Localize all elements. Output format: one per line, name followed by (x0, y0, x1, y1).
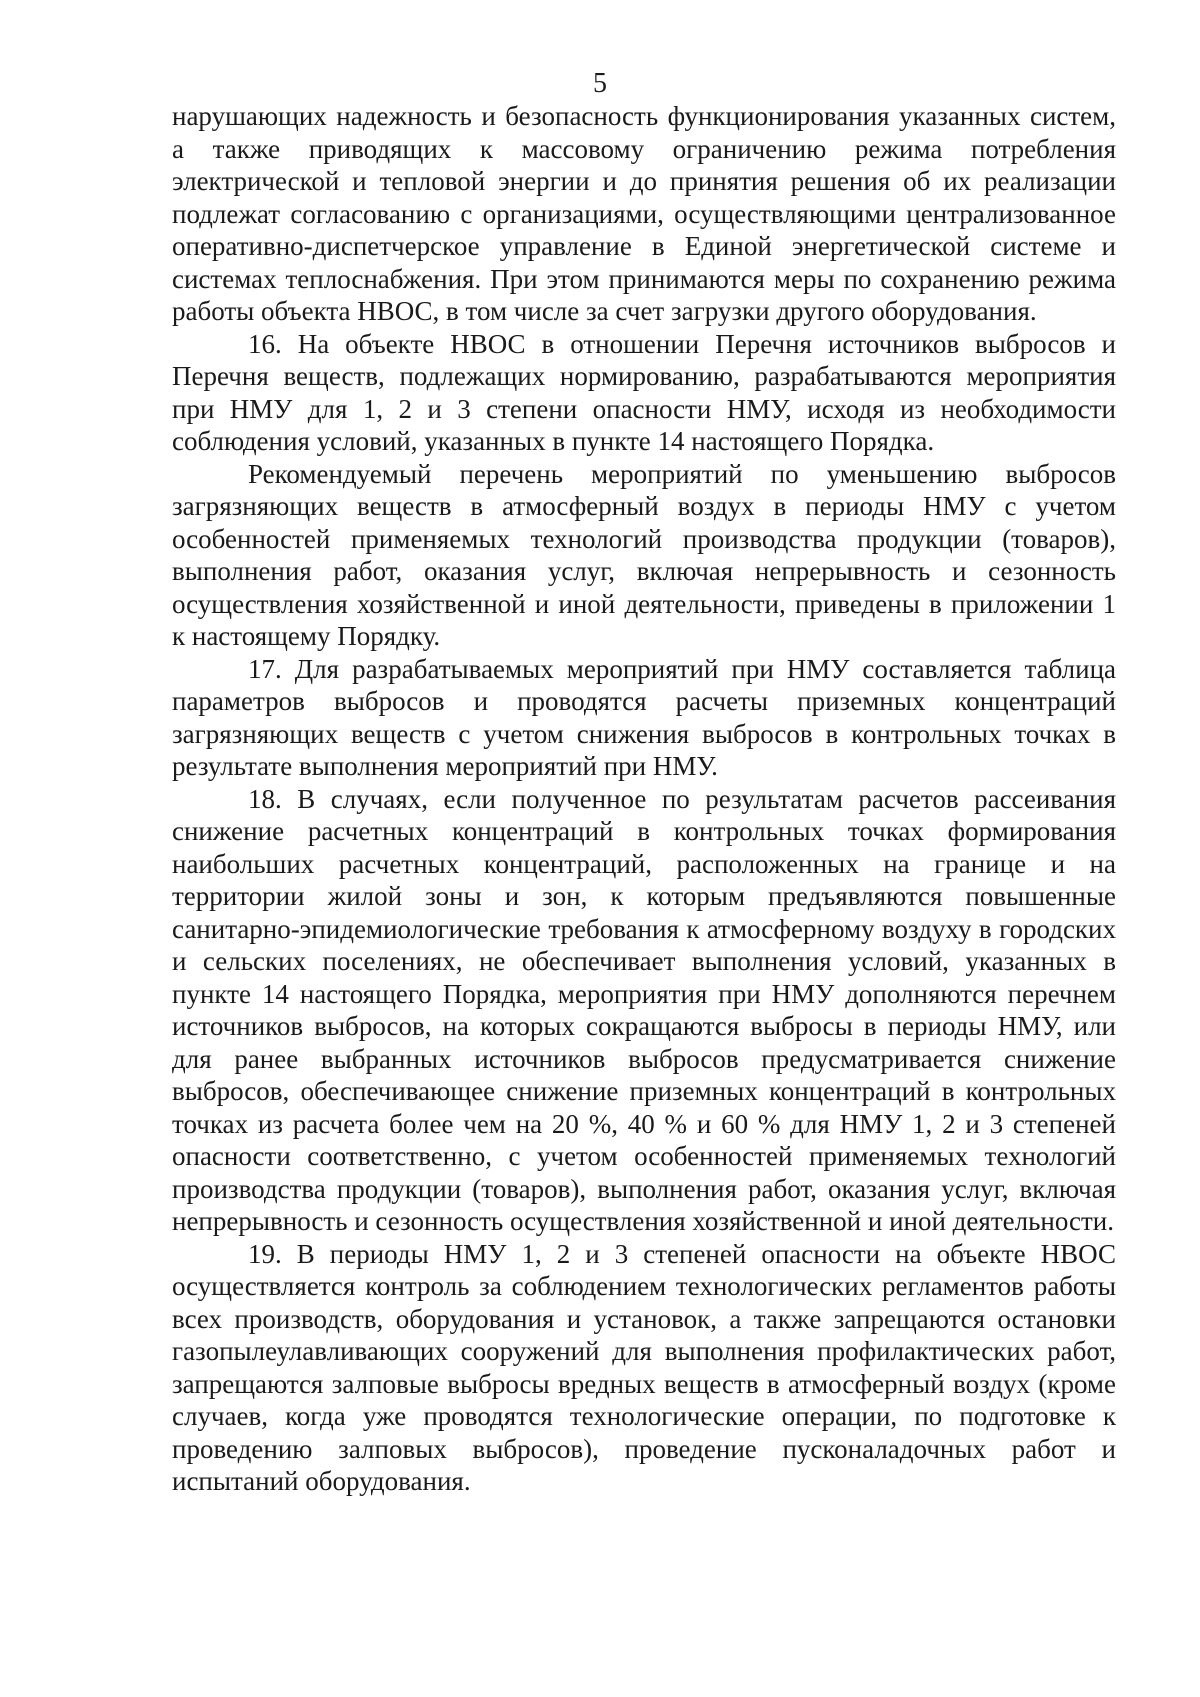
paragraph-recommended-measures: Рекомендуемый перечень мероприятий по уменьшению выбросов загрязняющих веществ в атмосферный воздух в периоды НМУ с учетом особенностей применяемых технологий производства продукции (товаров), выполнения работ, оказания услуг, включая непрерывность и сезонность осуществления хозяйственной и иной деятельности, приведены в приложении 1 к настоящему Порядку. (172, 458, 1116, 651)
paragraph-continuation: нарушающих надежность и безопасность функционирования указанных систем, а также приводящих к массовому ограничению режима потребления электрической и тепловой энергии и до принятия решения об их реализации подлежат согласованию с организациями, осуществляющими централизованное оперативно-диспетчерское управление в Единой энергетической системе и системах теплоснабжения. При этом принимаются меры по сохранению режима работы объекта НВОС, в том числе за счет загрузки другого оборудования. (172, 101, 1116, 326)
paragraph-item-19: 19. В периоды НМУ 1, 2 и 3 степеней опасности на объекте НВОС осуществляется контроль за соблюдением технологических регламентов работы всех производств, оборудования и установок, а также запрещаются остановки газопылеулавливающих сооружений для выполнения профилактических работ, запрещаются залповые выбросы вредных веществ в атмосферный воздух (кроме случаев, когда уже проводятся технологические операции, по подготовке к проведению залповых выбросов), проведение пусконаладочных работ и испытаний оборудования. (172, 1238, 1116, 1496)
paragraph-item-16: 16. На объекте НВОС в отношении Перечня источников выбросов и Перечня веществ, подлежащих нормированию, разрабатываются мероприятия при НМУ для 1, 2 и 3 степени опасности НМУ, исходя из необходимости соблюдения условий, указанных в пункте 14 настоящего Порядка. (172, 328, 1116, 456)
document-body (172, 100, 1116, 1498)
paragraph-item-17: 17. Для разрабатываемых мероприятий при НМУ составляется таблица параметров выбросов и проводятся расчеты приземных концентраций загрязняющих веществ с учетом снижения выбросов в контрольных точках в результате выполнения мероприятий при НМУ. (172, 653, 1116, 781)
paragraph-item-18: 18. В случаях, если полученное по результатам расчетов рассеивания снижение расчетных концентраций в контрольных точках формирования наибольших расчетных концентраций, расположенных на границе и на территории жилой зоны и зон, к которым предъявляются повышенные санитарно-эпидемиологические требования к атмосферному воздуху в городских и сельских поселениях, не обеспечивает выполнения условий, указанных в пункте 14 настоящего Порядка, мероприятия при НМУ дополняются перечнем источников выбросов, на которых сокращаются выбросы в периоды НМУ, или для ранее выбранных источников выбросов предусматривается снижение выбросов, обеспечивающее снижение приземных концентраций в контрольных точках из расчета более чем на 20 %, 40 % и 60 % для НМУ 1, 2 и 3 степеней опасности соответственно, с учетом особенностей применяемых технологий производства продукции (товаров), выполнения работ, оказания услуг, включая непрерывность и сезонность осуществления хозяйственной и иной деятельности. (172, 783, 1116, 1236)
page-number: 5 (593, 68, 607, 99)
